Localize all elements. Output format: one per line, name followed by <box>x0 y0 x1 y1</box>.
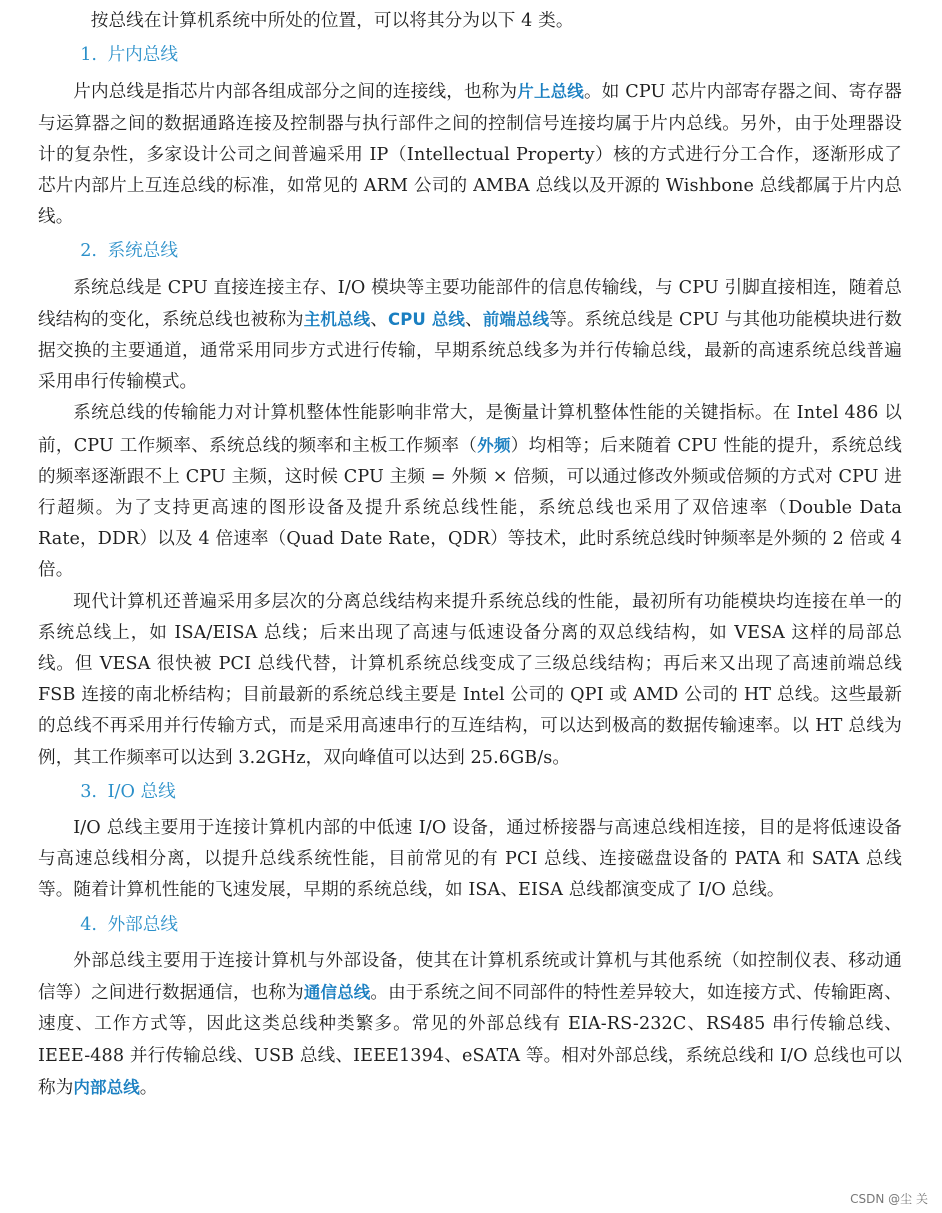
system-bus-paragraph-1: 系统总线是 CPU 直接连接主存、I/O 模块等主要功能部件的信息传输线，与 CPU 引脚直接相连，随着总线结构的变化，系统总线也被称为主机总线、CPU 总线、前端总线等。系统总线是 CPU 与其他功能模块进行数据交换的主要通道，通常采用同步方式进行传输，早期系统总线多为并行传输总线，最新的高速系统总线普遍采用串行传输模式。 <box>38 277 902 393</box>
keyword-host-bus: 主机总线 <box>303 309 371 329</box>
section-number: 1. <box>80 45 98 66</box>
section-title: I/O 总线 <box>107 781 176 802</box>
on-chip-bus-paragraph: 片内总线是指芯片内部各组成部分之间的连接线，也称为片上总线。如 CPU 芯片内部寄存器之间、寄存器与运算器之间的数据通路连接及控制器与执行部件之间的控制信号连接均属于片内总线。另外，由于处理器设计的复杂性，多家设计公司之间普遍采用 IP（Intellectual Property）核的方式进行分工合作，逐渐形成了芯片内部片上互连总线的标准，如常见的 ARM 公司的 AMBA 总线以及开源的 Wishbone 总线都属于片内总线。 <box>38 82 902 228</box>
keyword-on-chip-bus: 片上总线 <box>517 82 584 102</box>
intro-paragraph: 按总线在计算机系统中所处的位置，可以将其分为以下 4 类。 <box>90 11 574 31</box>
section-heading-system-bus <box>38 236 902 267</box>
section-heading-on-chip-bus <box>38 40 902 71</box>
section-number: 3. <box>80 781 98 802</box>
section-title: 片内总线 <box>107 45 178 66</box>
keyword-communication-bus: 通信总线 <box>303 983 371 1003</box>
system-bus-paragraph-3: 现代计算机还普遍采用多层次的分离总线结构来提升系统总线的性能，最初所有功能模块均连接在单一的系统总线上，如 ISA/EISA 总线；后来出现了高速与低速设备分离的双总线结构，如 VESA 这样的局部总线。但 VESA 很快被 PCI 总线代替，计算机系统总线变成了三级总线结构；再后来又出现了高速前端总线 FSB 连接的南北桥结构；目前最新的系统总线主要是 Intel 公司的 QPI 或 AMD 公司的 HT 总线。这些最新的总线不再采用并行传输方式，而是采用高速串行的互连结构，可以达到极高的数据传输速率。以 HT 总线为例，其工作频率可以达到 3.2GHz，双向峰值可以达到 25.6GB/s。 <box>38 591 902 768</box>
document-body <box>38 6 902 1104</box>
keyword-front-side-bus: 前端总线 <box>482 309 550 329</box>
io-bus-paragraph: I/O 总线主要用于连接计算机内部的中低速 I/O 设备，通过桥接器与高速总线相连接，目的是将低速设备与高速总线相分离，以提升总线系统性能，目前常见的有 PCI 总线、连接磁盘设备的 PATA 和 SATA 总线等。随着计算机性能的飞速发展，早期的系统总线，如 ISA、EISA 总线都演变成了 I/O 总线。 <box>38 818 902 901</box>
watermark: CSDN @尘 关 <box>850 1192 928 1206</box>
section-number: 2. <box>80 241 98 262</box>
external-bus-paragraph: 外部总线主要用于连接计算机与外部设备，使其在计算机系统或计算机与其他系统（如控制仪表、移动通信等）之间进行数据通信，也称为通信总线。由于系统之间不同部件的特性差异较大，如连接方式、传输距离、速度、工作方式等，因此这类总线种类繁多。常见的外部总线有 EIA-RS-232C、RS485 串行传输总线、IEEE-488 并行传输总线、USB 总线、IEEE1394、eSATA 等。相对外部总线，系统总线和 I/O 总线也可以称为内部总线。 <box>38 950 902 1098</box>
keyword-external-frequency: 外频 <box>477 435 511 455</box>
section-number: 4. <box>80 914 98 935</box>
system-bus-paragraph-2: 系统总线的传输能力对计算机整体性能影响非常大，是衡量计算机整体性能的关键指标。在 Intel 486 以前，CPU 工作频率、系统总线的频率和主板工作频率（外频）均相等；后来随着 CPU 性能的提升，系统总线的频率逐渐跟不上 CPU 主频，这时候 CPU 主频 = 外频 × 倍频，可以通过修改外频或倍频的方式对 CPU 进行超频。为了支持更高速的图形设备及提升系统总线性能，系统总线也采用了双倍速率（Double Data Rate，DDR）以及 4 倍速率（Quad Date Rate，QDR）等技术，此时系统总线时钟频率是外频的 2 倍或 4 倍。 <box>38 403 903 581</box>
section-heading-io-bus <box>38 777 902 808</box>
section-heading-external-bus <box>38 910 902 941</box>
section-title: 系统总线 <box>107 241 178 262</box>
section-title: 外部总线 <box>107 914 178 935</box>
keyword-internal-bus: 内部总线 <box>73 1077 140 1097</box>
keyword-cpu-bus: CPU 总线 <box>387 309 466 329</box>
